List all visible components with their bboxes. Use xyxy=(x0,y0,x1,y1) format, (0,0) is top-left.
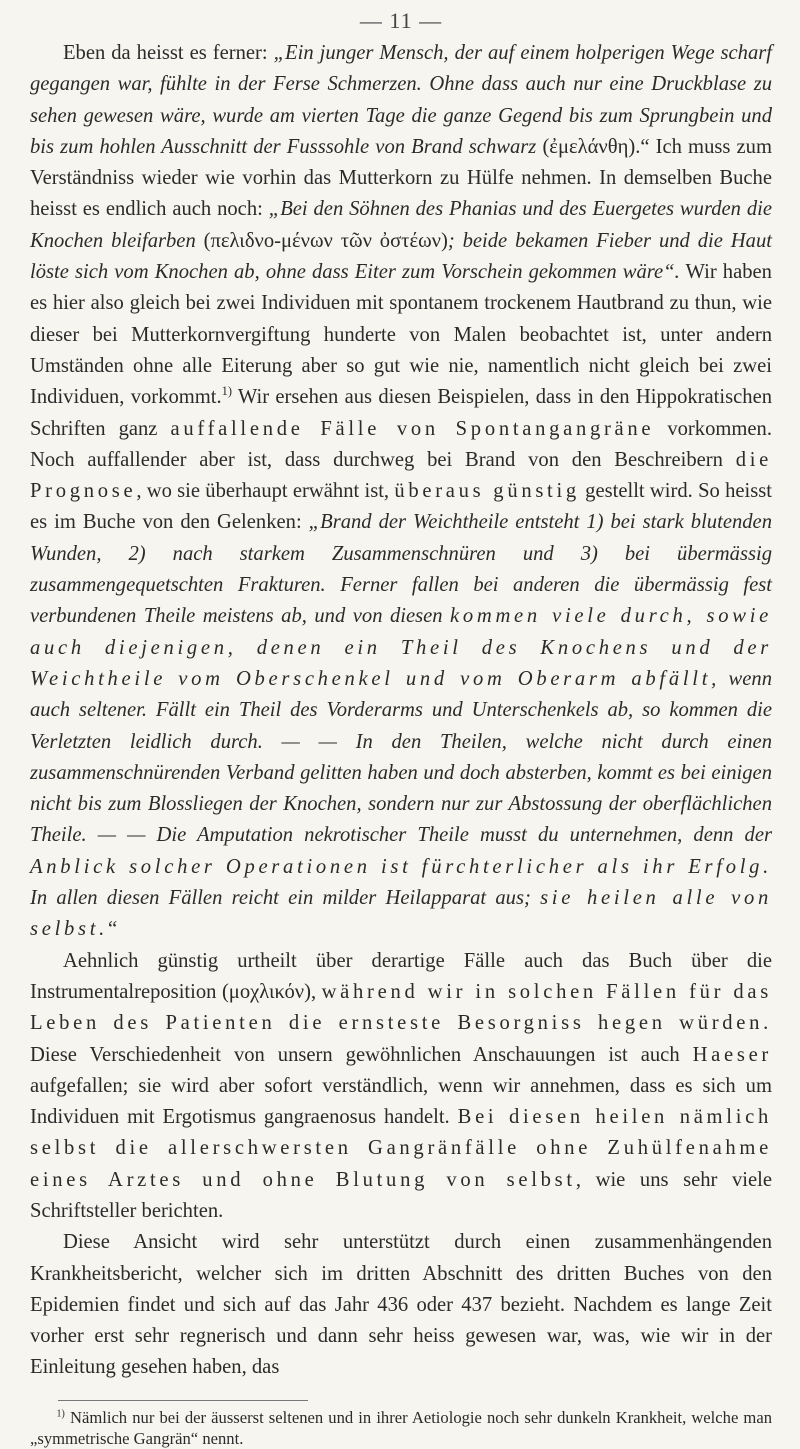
text-run: Bei diesen heilen nämlich selbst die allerschwersten Gangränfälle ohne Zuhülfenahme eines Arztes und ohne Blutung von selbst xyxy=(30,1106,772,1191)
text-run: kommen viele durch, sowie auch diejenigen, denen ein Theil des Knochens und der Weichtheile vom Oberschenkel und vom Oberarm abfällt, xyxy=(30,605,772,690)
text-run: (ἐμελάνθη).“ Ich muss zum Verständniss wieder wie vorhin das Mutterkorn zu Hülfe nehmen. In demselben Buche heisst es endlich auch noch: xyxy=(30,135,772,221)
text-run: vorkommen. Noch auffallender aber ist, dass durchweg bei Brand von den Beschreibern xyxy=(30,417,772,471)
footnote-divider xyxy=(58,1400,308,1401)
text-run: Aehnlich günstig urtheilt über derartige Fälle auch das Buch über die Instrumentalreposition (μοχλικόν), xyxy=(30,949,772,1003)
text-run: Anblick solcher Operationen ist fürchterlicher als ihr Erfolg. xyxy=(30,855,772,878)
text-run: aufgefallen; sie wird aber sofort verständlich, wenn wir annehmen, dass es sich um Individuen mit Ergotismus gangraenosus handelt. xyxy=(30,1074,772,1129)
text-run: ; beide bekamen Fieber und die Haut löste sich vom Knochen ab, ohne dass Eiter zum Vorschein gekommen wäre“. xyxy=(30,229,772,284)
text-run: wenn auch seltener. Fällt ein Theil des Vorderarms und Unterschenkels ab, so kommen die Verletzten leidlich durch. — — In den Theilen, welche nicht durch einen zusammenschnürenden Verband gelitten haben und doch absterben, kommt es bei einigen nicht bis zum Blossliegen der Knochen, sondern nur zur Abstossung der oberflächlichen Theile. — — Die Amputation nekrotischer Theile musst du unternehmen, denn der xyxy=(30,667,772,847)
text-run: Haeser xyxy=(692,1043,772,1066)
text-run: auffallende Fälle von Spontangangräne xyxy=(170,417,655,440)
footnote xyxy=(30,1407,772,1449)
text-run: (πελιδνο-μένων τῶν ὀστέων) xyxy=(195,229,448,252)
text-run: die Prognose xyxy=(30,448,772,503)
text-run: Diese Verschiedenheit von unsern gewöhnlichen Anschauungen ist auch xyxy=(30,1043,693,1066)
text-run: während wir in solchen Fällen für das Leben des Patienten die ernsteste Besorgniss hegen würden. xyxy=(30,980,772,1035)
text-run: “ xyxy=(108,918,118,941)
footnote-marker: 1) xyxy=(56,1408,65,1420)
text-run: „Ein junger Mensch, der auf einem holperigen Wege scharf gegangen war, fühlte in der Ferse Schmerzen. Ohne dass auch nur eine Druckblase zu sehen gewesen wäre, wurde am vierten Tage die ganze Gegend bis zum Sprungbein und bis zum hohlen Ausschnitt der Fusssohle von Brand schwarz xyxy=(30,42,773,158)
text-run: Diese Ansicht wird sehr unterstützt durch einen zusammenhängenden Krankheitsbericht, welcher sich im dritten Abschnitt des dritten Buches von den Epidemien findet und sich auf das Jahr 436 oder 437 bezieht. Nachdem es lange Zeit vorher erst sehr regnerisch und dann sehr heiss gewesen war, was, wie wir in der Einleitung gesehen haben, das xyxy=(30,1231,772,1379)
paragraph xyxy=(30,946,772,1228)
text-run: sie heilen alle von selbst. xyxy=(30,887,772,941)
text-run: Eben da heisst es ferner: xyxy=(62,42,274,64)
footnote-text: Nämlich nur bei der äusserst seltenen und in ihrer Aetiologie noch sehr dunkeln Krankheit, welche man „symmetrische Gangrän“ nennt. xyxy=(30,1407,772,1448)
text-run: „Bei den Söhnen des Phanias und des Euergetes wurden die Knochen bleifarben xyxy=(30,198,772,252)
page-number: — 11 — xyxy=(359,8,443,33)
text-run: Wir haben es hier also gleich bei zwei Individuen mit spontanem trockenem Hautbrand zu thun, wie dieser bei Mutterkornvergiftung hunderte von Malen beobachtet ist, unter andern Umständen ohne alle Eiterung aber so gut wie nie, namentlich nicht gleich bei zwei Individuen, vorkommt. xyxy=(30,261,772,409)
text-run: , wo sie überhaupt erwähnt ist, xyxy=(136,480,395,503)
text-run: überaus günstig xyxy=(394,480,580,503)
text-run: Wir ersehen aus diesen Beispielen, dass in den Hippokratischen Schriften ganz xyxy=(30,386,773,440)
paragraph xyxy=(30,38,772,946)
text-run: In allen diesen Fällen reicht ein milder Heilapparat aus; xyxy=(30,887,541,910)
body-text xyxy=(30,38,772,1384)
footnote-reference: 1) xyxy=(221,384,232,399)
text-run: gestellt wird. So heisst es im Buche von den Gelenken: xyxy=(30,480,772,534)
text-run: , wie uns sehr viele Schriftsteller berichten. xyxy=(30,1168,772,1222)
paragraph xyxy=(30,1227,772,1383)
text-run: „Brand der Weichtheile entsteht 1) bei stark blutenden Wunden, 2) nach starkem Zusammenschnüren und 3) bei übermässig zusammengequetschten Frakturen. Ferner fallen bei anderen die übermässig fest verbundenen Theile meistens ab, und von diesen xyxy=(30,511,772,628)
